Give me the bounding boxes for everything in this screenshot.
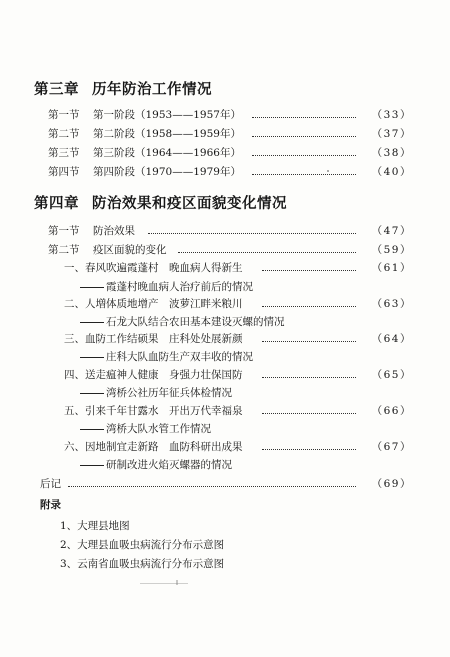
page-ref: （40） xyxy=(371,166,412,178)
page-ref: （67） xyxy=(371,441,412,453)
section-title: 防治效果 xyxy=(93,225,135,237)
page-ref: （63） xyxy=(371,298,412,310)
appendix-item: 3、云南省血吸虫病流行分布示意图 xyxy=(60,558,225,570)
scan-artifact xyxy=(327,170,329,172)
scan-artifact xyxy=(176,580,178,585)
page-ref: （69） xyxy=(371,478,412,490)
toc-row xyxy=(0,242,450,258)
leader-dots xyxy=(262,413,356,414)
dash xyxy=(80,322,104,323)
dash xyxy=(80,465,104,466)
item-title: 五、引来千年甘露水 开出万代幸福泉 xyxy=(64,405,243,417)
chapter-3-number: 第三章 xyxy=(34,81,79,98)
toc-row xyxy=(0,331,450,347)
leader-dots xyxy=(252,155,356,156)
toc-row xyxy=(0,223,450,239)
appendix-title: 附录 xyxy=(40,499,61,511)
item-subtitle: 庄科大队血防生产双丰收的情况 xyxy=(80,349,253,365)
chapter-4-number: 第四章 xyxy=(34,195,79,212)
section-title: 第二阶段（1958——1959年） xyxy=(93,128,241,140)
item-title: 一、春风吹遍霞蓬村 晚血病人得新生 xyxy=(64,262,243,274)
section-label: 第一节 xyxy=(48,109,80,121)
section-label: 第四节 xyxy=(48,166,80,178)
section-label: 第二节 xyxy=(48,128,80,140)
scan-artifact xyxy=(140,583,188,584)
page-ref: （64） xyxy=(371,333,412,345)
toc-row xyxy=(0,260,450,276)
dash xyxy=(80,429,104,430)
appendix-item: 1、大理县地图 xyxy=(60,520,130,532)
toc-row xyxy=(0,296,450,312)
dash xyxy=(80,357,104,358)
leader-dots xyxy=(262,449,356,450)
page-ref: （47） xyxy=(371,225,412,237)
item-subtitle: 湾桥公社历年征兵体检情况 xyxy=(80,385,232,401)
item-title: 三、血防工作结硕果 庄科处处展新颜 xyxy=(64,333,243,345)
leader-dots xyxy=(148,233,356,234)
toc-row xyxy=(0,439,450,455)
page-ref: （59） xyxy=(371,244,412,256)
page-ref: （33） xyxy=(371,109,412,121)
toc-row xyxy=(0,367,450,383)
leader-dots xyxy=(262,270,356,271)
leader-dots xyxy=(262,341,356,342)
afterword-title: 后记 xyxy=(40,478,61,490)
section-title: 第三阶段（1964——1966年） xyxy=(93,147,241,159)
toc-row-afterword xyxy=(0,476,450,492)
appendix-item: 2、大理县血吸虫病流行分布示意图 xyxy=(60,539,225,551)
toc-row xyxy=(0,164,450,180)
leader-dots xyxy=(178,252,356,253)
item-subtitle: 石龙大队结合农田基本建设灭螺的情况 xyxy=(80,314,285,330)
item-subtitle: 霞蓬村晚血病人治疗前后的情况 xyxy=(80,279,253,295)
page-ref: （37） xyxy=(371,128,412,140)
item-subtitle: 湾桥大队水管工作情况 xyxy=(80,421,211,437)
section-label: 第三节 xyxy=(48,147,80,159)
dash xyxy=(80,393,104,394)
section-title: 疫区面貌的变化 xyxy=(93,244,167,256)
page-ref: （66） xyxy=(371,405,412,417)
section-title: 第四阶段（1970——1979年） xyxy=(93,166,241,178)
leader-dots xyxy=(252,117,356,118)
leader-dots xyxy=(252,136,356,137)
chapter-4-title: 防治效果和疫区面貌变化情况 xyxy=(92,195,287,212)
toc-row xyxy=(0,107,450,123)
leader-dots xyxy=(252,174,356,175)
toc-row xyxy=(0,126,450,142)
page-ref: （61） xyxy=(371,262,412,274)
chapter-4-heading xyxy=(34,192,287,213)
leader-dots xyxy=(68,486,356,487)
item-title: 六、因地制宜走新路 血防科研出成果 xyxy=(64,441,243,453)
item-title: 二、人増体质地增产 波萝江畔米粮川 xyxy=(64,298,243,310)
chapter-3-title: 历年防治工作情况 xyxy=(92,81,212,98)
item-title: 四、送走瘟神人健康 身强力壮保国防 xyxy=(64,369,243,381)
dash xyxy=(80,287,104,288)
section-label: 第二节 xyxy=(48,244,80,256)
toc-row xyxy=(0,145,450,161)
leader-dots xyxy=(262,377,356,378)
chapter-3-heading xyxy=(34,78,212,99)
toc-row xyxy=(0,403,450,419)
page-ref: （65） xyxy=(371,369,412,381)
page-ref: （38） xyxy=(371,147,412,159)
item-subtitle: 研制改进火焰灭螺器的情况 xyxy=(80,457,232,473)
section-label: 第一节 xyxy=(48,225,80,237)
leader-dots xyxy=(262,306,356,307)
section-title: 第一阶段（1953——1957年） xyxy=(93,109,241,121)
